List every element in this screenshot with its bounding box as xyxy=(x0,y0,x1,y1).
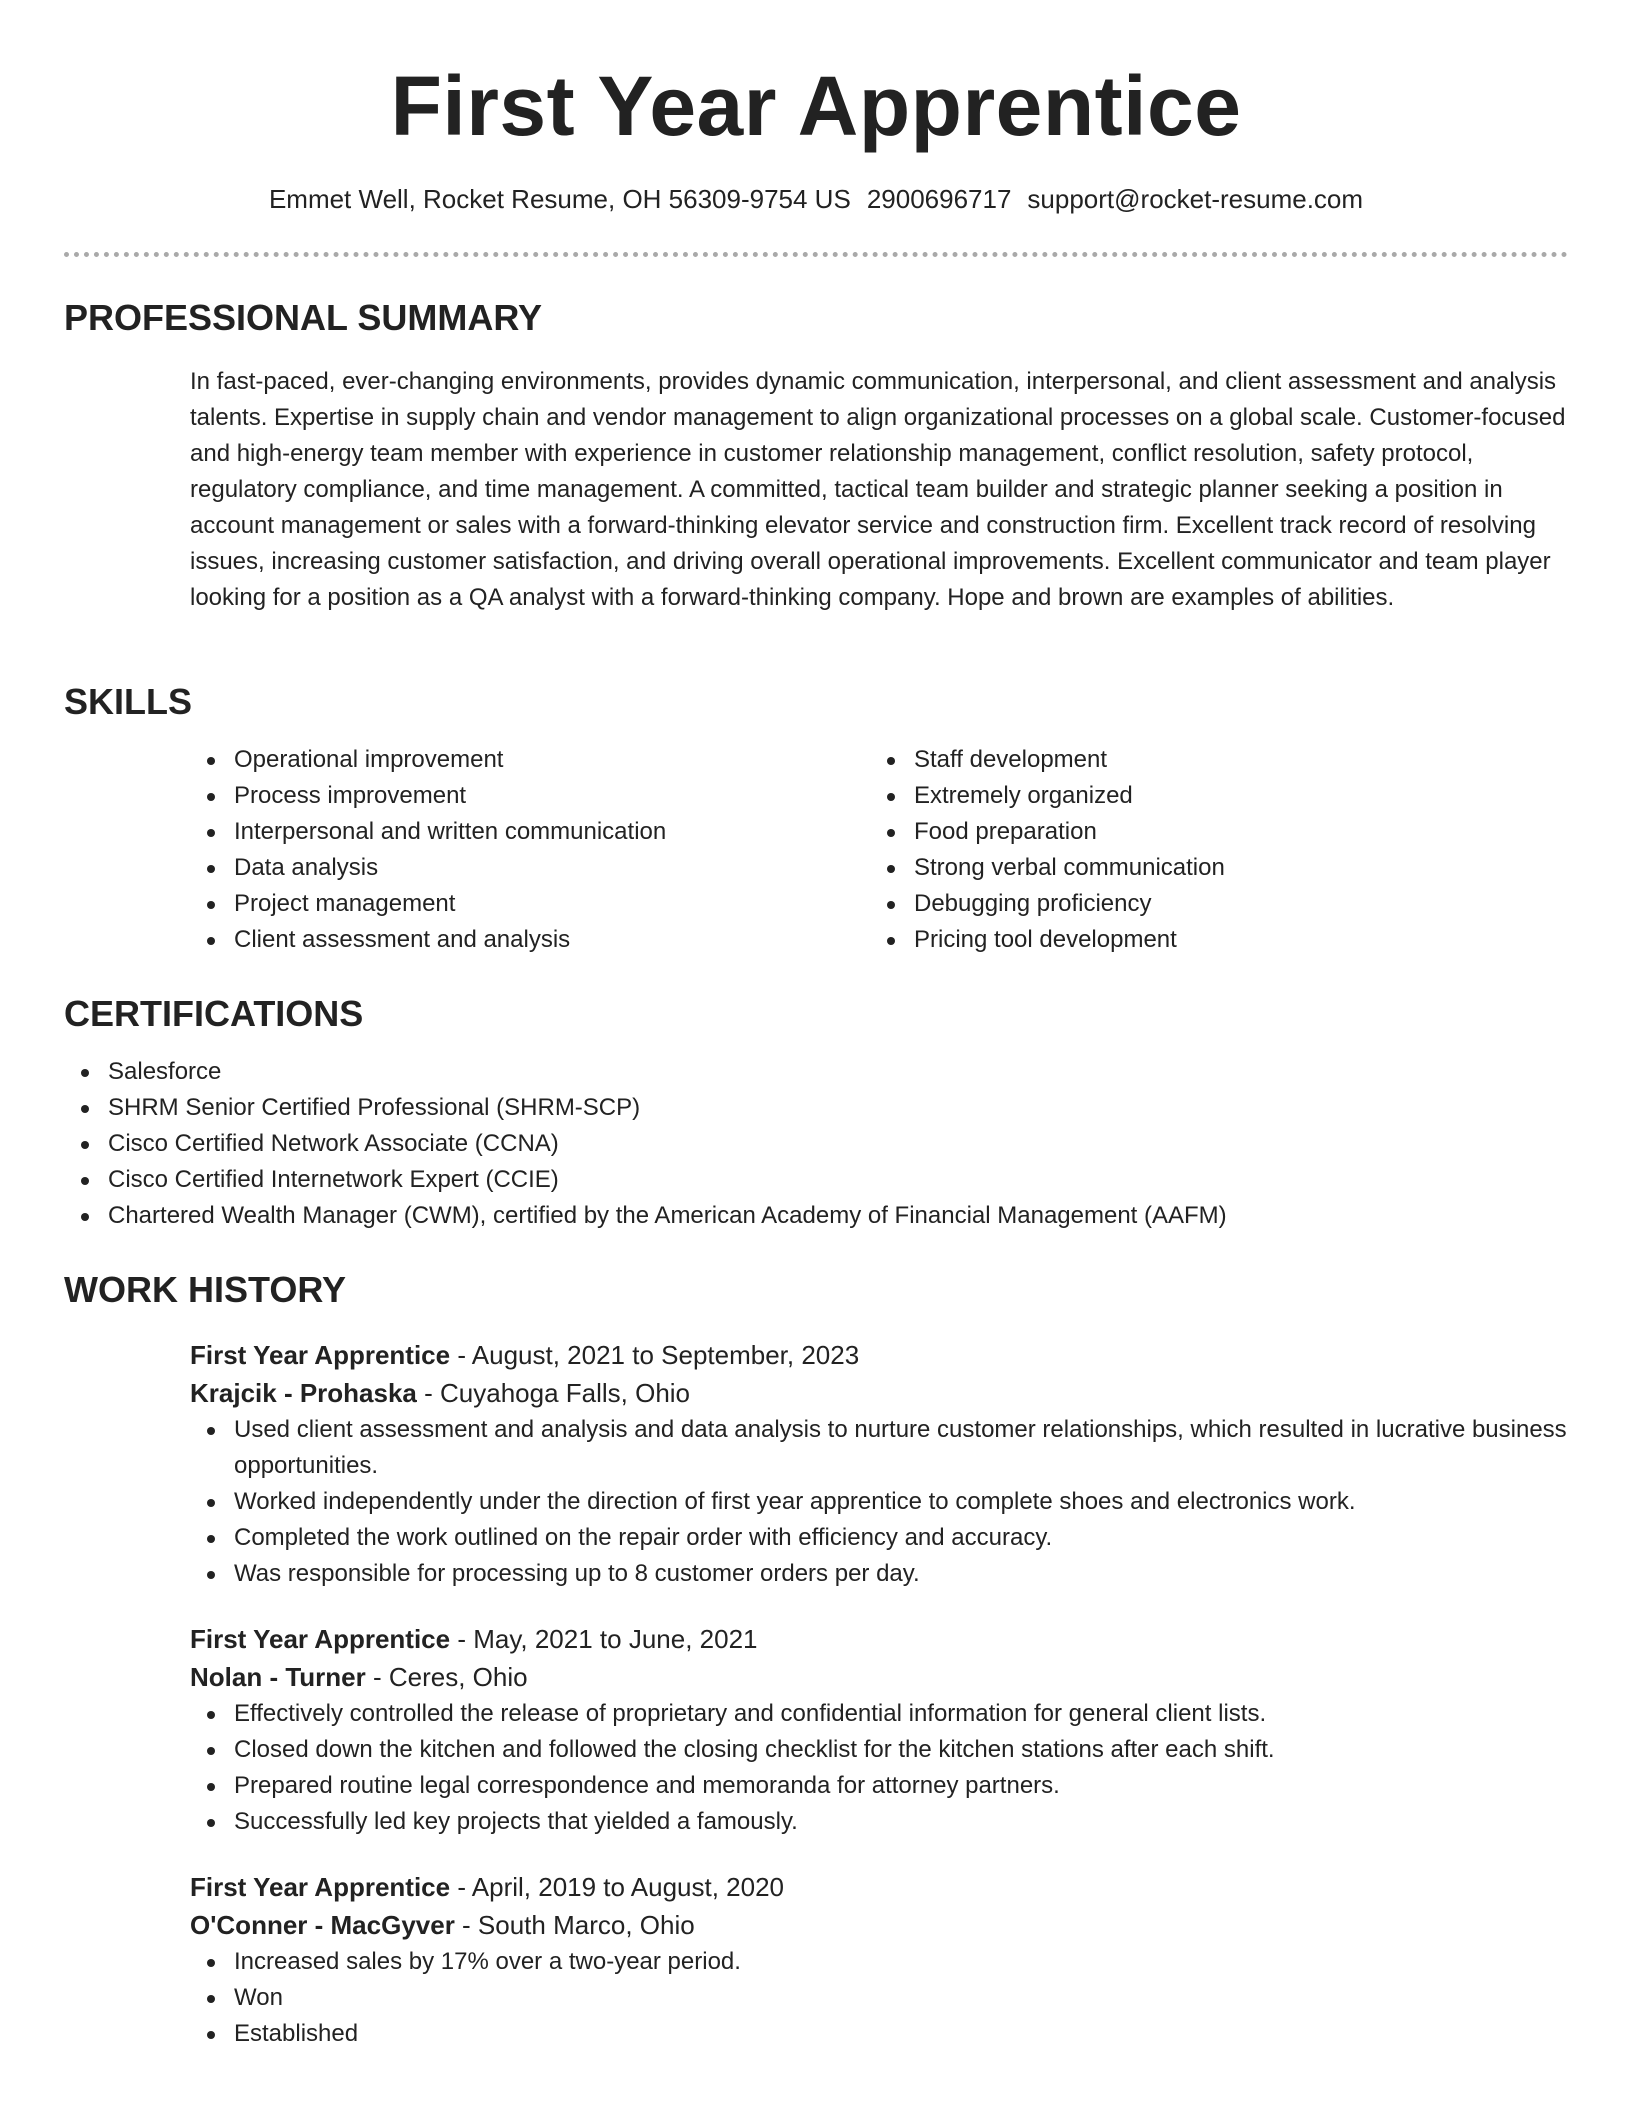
certification-item: SHRM Senior Certified Professional (SHRM-SCP) xyxy=(64,1090,1568,1126)
certifications-heading: CERTIFICATIONS xyxy=(64,993,364,1034)
job-company: Krajcik - Prohaska xyxy=(190,1378,417,1408)
certifications-list xyxy=(64,1054,1568,1234)
job-title: First Year Apprentice xyxy=(190,1340,451,1370)
header-divider xyxy=(64,252,1568,257)
skill-item: Interpersonal and written communication xyxy=(190,814,870,850)
job-bullet: Worked independently under the direction of first year apprentice to complete shoes and electronics work. xyxy=(190,1484,1568,1520)
skill-item: Debugging proficiency xyxy=(870,886,1550,922)
skills-list-right xyxy=(870,742,1550,958)
job-bullet: Completed the work outlined on the repair order with efficiency and accuracy. xyxy=(190,1520,1568,1556)
job-bullet: Won xyxy=(190,1980,1568,2016)
skills-columns xyxy=(190,742,1568,958)
skill-item: Extremely organized xyxy=(870,778,1550,814)
job-title: First Year Apprentice xyxy=(190,1872,451,1902)
job-title: First Year Apprentice xyxy=(190,1624,451,1654)
skill-item: Data analysis xyxy=(190,850,870,886)
job-company-line xyxy=(190,1658,1568,1696)
certification-item: Cisco Certified Internetwork Expert (CCIE) xyxy=(64,1162,1568,1198)
job-entry xyxy=(190,1868,1568,2052)
job-location: - Cuyahoga Falls, Ohio xyxy=(416,1378,691,1408)
skill-item: Client assessment and analysis xyxy=(190,922,870,958)
skill-item: Operational improvement xyxy=(190,742,870,778)
skills-section xyxy=(64,680,1568,958)
summary-heading: PROFESSIONAL SUMMARY xyxy=(64,297,543,338)
page-title: First Year Apprentice xyxy=(390,59,1242,153)
job-bullet: Used client assessment and analysis and data analysis to nurture customer relationships, which resulted in lucrative business opportunities. xyxy=(190,1412,1568,1484)
job-bullet: Effectively controlled the release of proprietary and confidential information for general client lists. xyxy=(190,1696,1568,1732)
job-location: - South Marco, Ohio xyxy=(454,1910,695,1940)
job-dates: - May, 2021 to June, 2021 xyxy=(450,1624,758,1654)
summary-text: In fast-paced, ever-changing environments, provides dynamic communication, interpersonal, and client assessment and analysis talents. Expertise in supply chain and vendor management to align organizational processes on a global scale. Customer-focused and high-energy team member with experience in customer relationship management, conflict resolution, safety protocol, regulatory compliance, and time management. A committed, tactical team builder and strategic planner seeking a position in account management or sales with a forward-thinking elevator service and construction firm. Excellent track record of resolving issues, increasing customer satisfaction, and driving overall operational improvements. Excellent communicator and team player looking for a position as a QA analyst with a forward-thinking company. Hope and brown are examples of abilities. xyxy=(190,368,1566,611)
certification-item: Salesforce xyxy=(64,1054,1568,1090)
summary-section xyxy=(64,296,1568,616)
job-bullet: Successfully led key projects that yielded a famously. xyxy=(190,1804,1568,1840)
contact-email: support@rocket-resume.com xyxy=(1027,184,1364,214)
job-bullets xyxy=(190,1944,1568,2052)
work-history-section xyxy=(64,1268,1568,2052)
job-bullet: Increased sales by 17% over a two-year period. xyxy=(190,1944,1568,1980)
skill-item: Staff development xyxy=(870,742,1550,778)
contact-line xyxy=(64,182,1568,216)
skill-item: Project management xyxy=(190,886,870,922)
skill-item: Strong verbal communication xyxy=(870,850,1550,886)
skill-item: Pricing tool development xyxy=(870,922,1550,958)
job-title-line xyxy=(190,1336,1568,1374)
certification-item: Cisco Certified Network Associate (CCNA) xyxy=(64,1126,1568,1162)
job-bullet: Closed down the kitchen and followed the closing checklist for the kitchen stations after each shift. xyxy=(190,1732,1568,1768)
job-bullets xyxy=(190,1696,1568,1840)
job-entry xyxy=(190,1620,1568,1840)
job-company-line xyxy=(190,1906,1568,1944)
job-dates: - April, 2019 to August, 2020 xyxy=(450,1872,785,1902)
job-bullet: Prepared routine legal correspondence and memoranda for attorney partners. xyxy=(190,1768,1568,1804)
certifications-section xyxy=(64,992,1568,1234)
job-bullet: Established xyxy=(190,2016,1568,2052)
skill-item: Food preparation xyxy=(870,814,1550,850)
resume-page xyxy=(64,0,1568,2047)
job-bullets xyxy=(190,1412,1568,1592)
contact-phone: 2900696717 xyxy=(866,184,1012,214)
job-company: O'Conner - MacGyver xyxy=(190,1910,455,1940)
certification-item: Chartered Wealth Manager (CWM), certified by the American Academy of Financial Management (AAFM) xyxy=(64,1198,1568,1234)
job-title-line xyxy=(190,1868,1568,1906)
job-dates: - August, 2021 to September, 2023 xyxy=(450,1340,860,1370)
job-entry xyxy=(190,1336,1568,1592)
skills-list-left xyxy=(190,742,870,958)
work-history-heading: WORK HISTORY xyxy=(64,1269,347,1310)
job-bullet: Was responsible for processing up to 8 customer orders per day. xyxy=(190,1556,1568,1592)
skills-heading: SKILLS xyxy=(64,681,193,722)
job-company: Nolan - Turner xyxy=(190,1662,366,1692)
contact-address: Emmet Well, Rocket Resume, OH 56309-9754 US xyxy=(268,184,851,214)
job-company-line xyxy=(190,1374,1568,1412)
skill-item: Process improvement xyxy=(190,778,870,814)
job-title-line xyxy=(190,1620,1568,1658)
job-location: - Ceres, Ohio xyxy=(365,1662,528,1692)
